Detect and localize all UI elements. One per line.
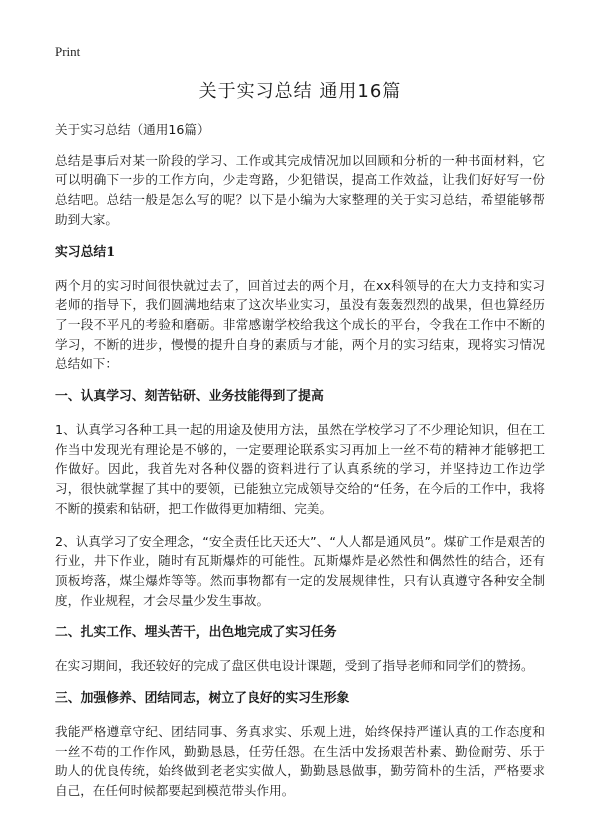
- paragraph-safety: 2、认真学习了安全理念，“安全责任比天还大”、“人人都是通风员”。煤矿工作是艰苦的行业，井下作业，随时有瓦斯爆炸的可能性。瓦斯爆炸是必然性和偶然性的结合，还有顶板垮落，煤尘爆炸等等。然而事物都有一定的发展规律性，只有认真遵守各种安全制度，作业规程，才会尽量少发生事故。: [55, 533, 545, 608]
- paragraph-conduct: 我能严格遵章守纪、团结同事、务真求实、乐观上进，始终保持严谨认真的工作态度和一丝不苟的工作作风，勤勤恳恳，任劳任怨。在生活中发扬艰苦朴素、勤俭耐劳、乐于助人的优良传统，始终做到老老实实做人，勤勤恳恳做事，勤劳简朴的生活，严格要求自己，在任何时候都要起到模范带头作用。: [55, 724, 545, 799]
- paragraph-tools: 1、认真学习各种工具一起的用途及使用方法，虽然在学校学习了不少理论知识，但在工作当中发现光有理论是不够的，一定要理论联系实习再加上一丝不苟的精神才能够把工作做好。因此，我首先对各种仪器的资料进行了认真系统的学习，并坚持边工作边学习，很快就掌握了其中的要领，已能独立完成领导交给的“任务，在今后的工作中，我将不断的摸索和钻研，把工作做得更加精细、完美。: [55, 422, 545, 516]
- heading-conduct: 三、加强修养、团结同志，树立了良好的实习生形象: [55, 691, 350, 707]
- intro-paragraph: 总结是事后对某一阶段的学习、工作或其完成情况加以回顾和分析的一种书面材料，它可以明确下一步的工作方向，少走弯路，少犯错误，提高工作效益，让我们好好写一份总结吧。总结一般是怎么写的呢？以下是小编为大家整理的关于实习总结，希望能够帮助到大家。: [55, 152, 545, 227]
- print-link[interactable]: Print: [55, 44, 81, 59]
- page-title: 关于实习总结 通用16篇: [198, 81, 402, 102]
- heading-study: 一、认真学习、刻苦钻研、业务技能得到了提高: [55, 389, 324, 405]
- document-body: [55, 120, 545, 814]
- section-title: 实习总结1: [55, 244, 116, 260]
- paragraph-task: 在实习期间，我还较好的完成了盘区供电设计课题，受到了指导老师和同学们的赞扬。: [55, 658, 534, 674]
- section-intro-paragraph: 两个月的实习时间很快就过去了，回首过去的两个月，在xx科领导的在大力支持和实习老师的指导下，我们圆满地结束了这次毕业实习，虽没有轰轰烈烈的战果，但也算经历了一段不平凡的考验和磨砺。非常感谢学校给我这个成长的平台，令我在工作中不断的学习，不断的进步，慢慢的提升自身的素质与才能，两个月的实习结束，现将实习情况总结如下：: [55, 277, 545, 372]
- heading-work: 二、扎实工作、埋头苦干，出色地完成了实习任务: [55, 625, 337, 641]
- document-subtitle: 关于实习总结（通用16篇）: [55, 122, 210, 137]
